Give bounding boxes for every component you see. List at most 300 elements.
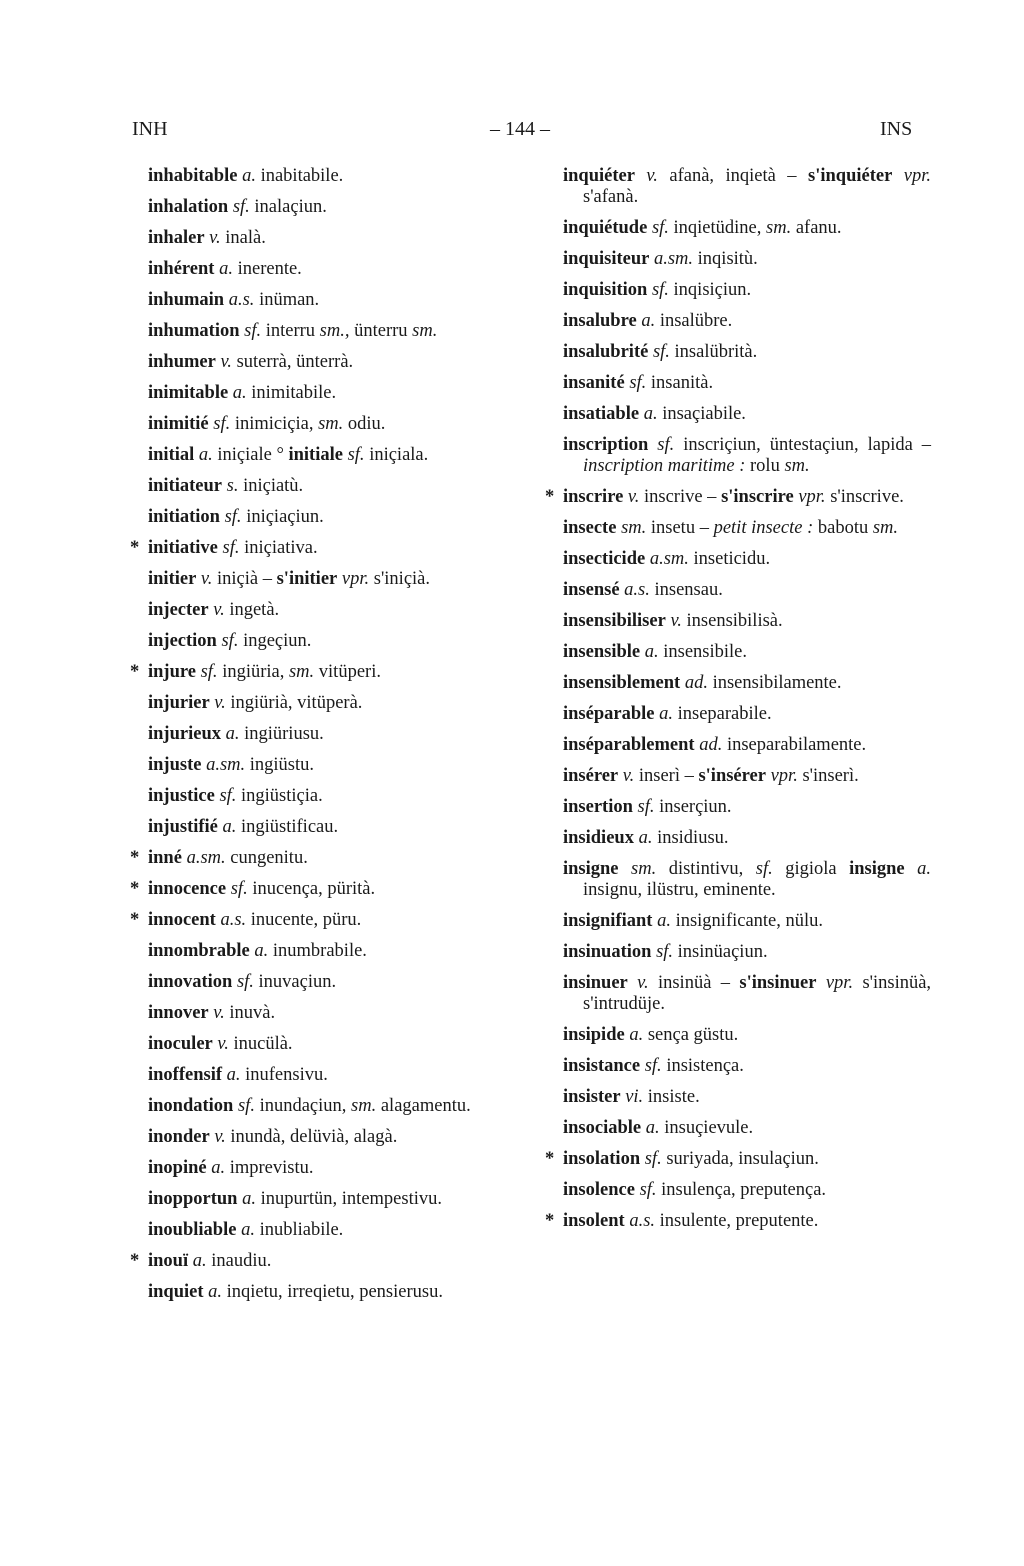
dictionary-entry — [130, 538, 516, 559]
translation: suriyada, insulaçiun. — [666, 1149, 819, 1169]
grammar-label: v. — [200, 569, 213, 589]
dictionary-entry — [563, 1056, 931, 1077]
dictionary-entry — [130, 1251, 516, 1272]
translation: inimiciçia, — [234, 414, 314, 434]
grammar-label: a.s. — [624, 580, 650, 600]
dictionary-entry — [148, 631, 516, 652]
grammar-label: a. — [659, 704, 673, 724]
grammar-label: vpr. — [825, 973, 854, 993]
headword: injurieux — [148, 724, 221, 744]
dictionary-entry — [563, 280, 931, 301]
translation: inserçiun. — [659, 797, 732, 817]
dictionary-entry — [148, 476, 516, 497]
headword: injurier — [148, 693, 210, 713]
grammar-label: a. — [644, 642, 659, 662]
headword: insolent — [563, 1211, 625, 1231]
dictionary-entry — [148, 1065, 516, 1086]
dictionary-entry — [563, 166, 931, 208]
grammar-label: vi. — [625, 1087, 644, 1107]
grammar-label: sf. — [637, 797, 655, 817]
dictionary-entry — [563, 828, 931, 849]
dictionary-entry — [563, 735, 931, 756]
headword: initiation — [148, 507, 220, 527]
grammar-label: a. — [232, 383, 247, 403]
translation: inufensivu. — [245, 1065, 328, 1085]
grammar-label: a. — [242, 166, 256, 186]
grammar-label: vpr. — [341, 569, 370, 589]
grammar-label: petit insecte : — [713, 518, 814, 538]
grammar-label: sm. — [872, 518, 899, 538]
grammar-label: v. — [214, 1127, 226, 1147]
translation: ingiüstu. — [249, 755, 315, 775]
asterisk-marker: * — [545, 1211, 555, 1231]
dictionary-entry — [563, 766, 931, 787]
dictionary-entry — [148, 352, 516, 373]
headword: insensible — [563, 642, 641, 662]
translation: ingiüstificau. — [241, 817, 339, 837]
dictionary-entry — [130, 910, 516, 931]
headword: insérer — [563, 766, 619, 786]
dictionary-entry — [148, 600, 516, 621]
dictionary-entry — [148, 383, 516, 404]
headword: initial — [148, 445, 195, 465]
translation: ingeçiun. — [243, 631, 312, 651]
translation: inscrive – — [644, 487, 717, 507]
grammar-label: a.sm. — [649, 549, 689, 569]
translation: inubliabile. — [259, 1220, 344, 1240]
translation: iniçiatù. — [243, 476, 304, 496]
dictionary-entry — [148, 693, 516, 714]
headword: insociable — [563, 1118, 642, 1138]
translation: insinüà – — [657, 973, 731, 993]
dictionary-entry — [563, 518, 931, 539]
dictionary-entry — [563, 942, 931, 963]
headword: insensé — [563, 580, 620, 600]
asterisk-marker: * — [545, 487, 555, 507]
headword: s'initier — [276, 569, 338, 589]
dictionary-entry — [545, 487, 931, 508]
dictionary-entry — [148, 445, 516, 466]
right-column — [545, 166, 932, 1242]
grammar-label: inscription maritime : — [583, 456, 746, 476]
translation: inseticidu. — [693, 549, 771, 569]
dictionary-entry — [148, 817, 516, 838]
headword: inoffensif — [148, 1065, 222, 1085]
headword: insalubre — [563, 311, 637, 331]
translation: babotu — [817, 518, 869, 538]
grammar-label: sm. — [631, 859, 657, 879]
translation: inqietüdine, — [673, 218, 762, 238]
translation: insiste. — [647, 1087, 700, 1107]
headword: inhérent — [148, 259, 215, 279]
dictionary-entry — [148, 1158, 516, 1179]
grammar-label: sf. — [639, 1180, 657, 1200]
translation: ingiürià, vitüperà. — [230, 693, 363, 713]
translation: insuçievule. — [664, 1118, 754, 1138]
grammar-label: a. — [638, 828, 653, 848]
grammar-label: sf. — [219, 786, 237, 806]
dictionary-entry — [130, 879, 516, 900]
headword: inouï — [148, 1251, 189, 1271]
headword: initiative — [148, 538, 218, 558]
translation: inqisitù. — [697, 249, 758, 269]
headword: insinuer — [563, 973, 628, 993]
headword: insigne — [563, 859, 619, 879]
grammar-label: a. — [241, 1220, 255, 1240]
grammar-label: vpr. — [798, 487, 826, 507]
left-column — [130, 166, 516, 1313]
asterisk-marker: * — [130, 879, 140, 899]
dictionary-entry — [148, 1282, 516, 1303]
dictionary-entry — [563, 673, 931, 694]
translation: iniçiala. — [369, 445, 429, 465]
dictionary-entry — [563, 911, 931, 932]
dictionary-entry — [563, 1118, 931, 1139]
grammar-label: a.s. — [228, 290, 255, 310]
translation: inimitabile. — [251, 383, 337, 403]
headword: injecter — [148, 600, 209, 620]
grammar-label: sf. — [222, 538, 240, 558]
grammar-label: sf. — [652, 342, 670, 362]
headword: injustice — [148, 786, 215, 806]
translation: insalübrità. — [674, 342, 758, 362]
dictionary-entry — [148, 755, 516, 776]
headword: inopiné — [148, 1158, 207, 1178]
grammar-label: sm. — [766, 218, 792, 238]
dictionary-entry — [148, 259, 516, 280]
translation: s'inserì. — [802, 766, 859, 786]
translation: distintivu, — [668, 859, 744, 879]
dictionary-entry — [148, 1034, 516, 1055]
headword: inquiéter — [563, 166, 635, 186]
translation: insignificante, nülu. — [675, 911, 824, 931]
grammar-label: sf. — [221, 631, 239, 651]
dictionary-entry — [563, 580, 931, 601]
headword: inhabitable — [148, 166, 238, 186]
dictionary-entry — [563, 549, 931, 570]
grammar-label: v. — [213, 600, 225, 620]
grammar-label: sm. — [621, 518, 647, 538]
grammar-label: sf. — [236, 972, 254, 992]
dictionary-entry — [545, 1211, 931, 1232]
headword: inscrire — [563, 487, 624, 507]
headword: injection — [148, 631, 217, 651]
running-head-right: INS — [880, 118, 913, 140]
grammar-label: sm., — [319, 321, 350, 341]
translation: sença güstu. — [647, 1025, 739, 1045]
translation: inucença, pürità. — [252, 879, 376, 899]
translation: inucente, püru. — [250, 910, 362, 930]
headword: inhumain — [148, 290, 225, 310]
dictionary-entry — [148, 1189, 516, 1210]
headword: s'inquiéter — [808, 166, 893, 186]
translation: inüman. — [259, 290, 320, 310]
headword: insigne — [849, 859, 905, 879]
grammar-label: a. — [645, 1118, 660, 1138]
dictionary-entry — [148, 569, 516, 590]
translation: inseparabile. — [677, 704, 772, 724]
headword: inquisiteur — [563, 249, 650, 269]
translation: s'insinüà, s'intrudüje. — [583, 973, 932, 1014]
headword: insensiblement — [563, 673, 681, 693]
translation: vitüperi. — [318, 662, 381, 682]
asterisk-marker: * — [130, 662, 140, 682]
grammar-label: v. — [670, 611, 682, 631]
grammar-label: a.s. — [629, 1211, 656, 1231]
headword: inondation — [148, 1096, 234, 1116]
headword: inonder — [148, 1127, 210, 1147]
headword: insinuation — [563, 942, 652, 962]
dictionary-entry — [563, 973, 931, 1015]
grammar-label: a. — [657, 911, 671, 931]
dictionary-entry — [563, 1180, 931, 1201]
grammar-label: sf. — [230, 879, 248, 899]
dictionary-entry — [148, 290, 516, 311]
headword: s'inscrire — [721, 487, 794, 507]
headword: inoubliable — [148, 1220, 237, 1240]
dictionary-entry — [563, 342, 931, 363]
translation: inumbrabile. — [272, 941, 367, 961]
asterisk-marker: * — [545, 1149, 555, 1169]
dictionary-entry — [148, 1003, 516, 1024]
grammar-label: a. — [225, 724, 240, 744]
translation: insinüaçiun. — [677, 942, 768, 962]
grammar-label: sf. — [755, 859, 773, 879]
grammar-label: v. — [213, 1003, 225, 1023]
grammar-label: a. — [641, 311, 656, 331]
translation: inundà, delüvià, alagà. — [230, 1127, 398, 1147]
dictionary-entry — [545, 1149, 931, 1170]
translation: insistença. — [666, 1056, 744, 1076]
dictionary-entry — [563, 611, 931, 632]
grammar-label: a. — [198, 445, 213, 465]
grammar-label: ad. — [699, 735, 723, 755]
translation: inaudiu. — [211, 1251, 272, 1271]
headword: insecticide — [563, 549, 646, 569]
dictionary-entry — [563, 373, 931, 394]
headword: inquisition — [563, 280, 648, 300]
grammar-label: a.s. — [220, 910, 247, 930]
headword: insipide — [563, 1025, 625, 1045]
grammar-label: sf. — [644, 1149, 662, 1169]
headword: inhalation — [148, 197, 229, 217]
dictionary-entry — [563, 311, 931, 332]
grammar-label: v. — [220, 352, 232, 372]
grammar-label: sm. — [288, 662, 315, 682]
grammar-label: sf. — [200, 662, 218, 682]
dictionary-entry — [148, 414, 516, 435]
translation: iniçià – — [217, 569, 272, 589]
headword: insanité — [563, 373, 625, 393]
dictionary-entry — [148, 786, 516, 807]
translation: insanità. — [650, 373, 714, 393]
grammar-label: sm. — [351, 1096, 377, 1116]
translation: insensibilamente. — [712, 673, 842, 693]
headword: inhaler — [148, 228, 205, 248]
grammar-label: sf. — [232, 197, 250, 217]
grammar-label: v. — [209, 228, 221, 248]
dictionary-entry — [563, 1087, 931, 1108]
grammar-label: sm. — [318, 414, 344, 434]
translation: ünterru — [354, 321, 408, 341]
headword: insalubrité — [563, 342, 649, 362]
grammar-label: s. — [226, 476, 239, 496]
headword: injure — [148, 662, 196, 682]
translation: ingiüriusu. — [244, 724, 324, 744]
grammar-label: a. — [219, 259, 233, 279]
headword: inscription — [563, 435, 649, 455]
translation: inuvà. — [229, 1003, 276, 1023]
grammar-label: v. — [646, 166, 658, 186]
grammar-label: sf. — [244, 321, 262, 341]
translation: ingiüstiçia. — [241, 786, 323, 806]
headword: inoculer — [148, 1034, 213, 1054]
headword: inquiet — [148, 1282, 204, 1302]
grammar-label: v. — [637, 973, 649, 993]
translation: insensibile. — [663, 642, 747, 662]
grammar-label: sm. — [412, 321, 438, 341]
grammar-label: v. — [214, 693, 226, 713]
headword: injustifié — [148, 817, 218, 837]
grammar-label: v. — [217, 1034, 229, 1054]
dictionary-entry — [148, 166, 516, 187]
page-number: – 144 – — [490, 118, 550, 140]
grammar-label: a. — [222, 817, 237, 837]
grammar-label: a. — [242, 1189, 256, 1209]
headword: insignifiant — [563, 911, 653, 931]
translation: inalà. — [225, 228, 266, 248]
translation: insulença, preputença. — [661, 1180, 827, 1200]
headword: inséparable — [563, 704, 655, 724]
asterisk-marker: * — [130, 1251, 140, 1271]
grammar-label: a. — [643, 404, 658, 424]
asterisk-marker: * — [130, 848, 140, 868]
grammar-label: sf. — [657, 435, 675, 455]
grammar-label: sf. — [644, 1056, 662, 1076]
translation: alagamentu. — [380, 1096, 471, 1116]
headword: inquiétude — [563, 218, 648, 238]
translation: s'inscrive. — [830, 487, 904, 507]
headword: insertion — [563, 797, 633, 817]
translation: inalaçiun. — [254, 197, 327, 217]
dictionary-entry — [148, 507, 516, 528]
dictionary-entry — [148, 197, 516, 218]
grammar-label: v. — [627, 487, 640, 507]
translation: insetu – — [650, 518, 709, 538]
grammar-label: sm. — [784, 456, 810, 476]
translation: inundaçiun, — [259, 1096, 347, 1116]
grammar-label: sf. — [224, 507, 242, 527]
headword: insensibiliser — [563, 611, 666, 631]
headword: inhumer — [148, 352, 216, 372]
grammar-label: sf. — [651, 280, 669, 300]
headword: innocence — [148, 879, 227, 899]
headword: injuste — [148, 755, 202, 775]
grammar-label: a.sm. — [206, 755, 246, 775]
translation: imprevistu. — [229, 1158, 314, 1178]
translation: insensau. — [654, 580, 723, 600]
dictionary-entry — [563, 704, 931, 725]
translation: insulente, preputente. — [659, 1211, 819, 1231]
grammar-label: a. — [211, 1158, 226, 1178]
asterisk-marker: * — [130, 538, 140, 558]
translation: rolu — [750, 456, 780, 476]
headword: inimitable — [148, 383, 229, 403]
grammar-label: a.sm. — [186, 848, 226, 868]
headword: initier — [148, 569, 197, 589]
translation: suterrà, ünterrà. — [236, 352, 354, 372]
headword: initiale — [288, 445, 343, 465]
headword: insister — [563, 1087, 621, 1107]
headword: insatiable — [563, 404, 640, 424]
dictionary-entry — [148, 972, 516, 993]
translation: inuvaçiun. — [258, 972, 337, 992]
grammar-label: sf. — [629, 373, 647, 393]
dictionary-entry — [148, 941, 516, 962]
headword: s'insérer — [698, 766, 766, 786]
translation: gigiola — [785, 859, 837, 879]
headword: inimitié — [148, 414, 209, 434]
headword: initiateur — [148, 476, 222, 496]
headword: inné — [148, 848, 182, 868]
headword: innover — [148, 1003, 209, 1023]
grammar-label: sf. — [213, 414, 231, 434]
grammar-label: a.sm. — [653, 249, 694, 269]
translation: afanà, inqietà – — [669, 166, 797, 186]
grammar-label: a. — [192, 1251, 207, 1271]
grammar-label: sf. — [347, 445, 365, 465]
grammar-label: a. — [917, 859, 932, 879]
grammar-label: a. — [226, 1065, 241, 1085]
dictionary-entry — [563, 249, 931, 270]
headword: innocent — [148, 910, 216, 930]
dictionary-entry — [130, 662, 516, 683]
translation: interru — [265, 321, 316, 341]
translation: s'afanà. — [583, 187, 639, 207]
grammar-label: a. — [254, 941, 269, 961]
asterisk-marker: * — [130, 910, 140, 930]
translation: inqietu, irreqietu, pensierusu. — [226, 1282, 443, 1302]
translation: iniçiale ° — [217, 445, 284, 465]
translation: iniçiativa. — [244, 538, 318, 558]
translation: insidiusu. — [657, 828, 729, 848]
dictionary-entry — [148, 1220, 516, 1241]
dictionary-entry — [563, 404, 931, 425]
translation: inucülà. — [233, 1034, 293, 1054]
headword: insidieux — [563, 828, 634, 848]
running-head-left: INH — [132, 118, 168, 140]
headword: inhumation — [148, 321, 240, 341]
translation: inabitabile. — [260, 166, 344, 186]
translation: insaçiabile. — [662, 404, 746, 424]
headword: inséparablement — [563, 735, 695, 755]
translation: iniçiaçiun. — [246, 507, 324, 527]
dictionary-entry — [563, 218, 931, 239]
dictionary-entry — [563, 797, 931, 818]
grammar-label: sf. — [656, 942, 674, 962]
translation: inserì – — [638, 766, 694, 786]
headword: insistance — [563, 1056, 641, 1076]
dictionary-entry — [148, 228, 516, 249]
translation: inupurtün, intempestivu. — [260, 1189, 442, 1209]
grammar-label: v. — [622, 766, 635, 786]
dictionary-entry — [148, 1096, 516, 1117]
grammar-label: a. — [208, 1282, 223, 1302]
translation: insensibilisà. — [686, 611, 783, 631]
translation: insalübre. — [659, 311, 733, 331]
grammar-label: a. — [629, 1025, 644, 1045]
translation: ingetà. — [229, 600, 280, 620]
